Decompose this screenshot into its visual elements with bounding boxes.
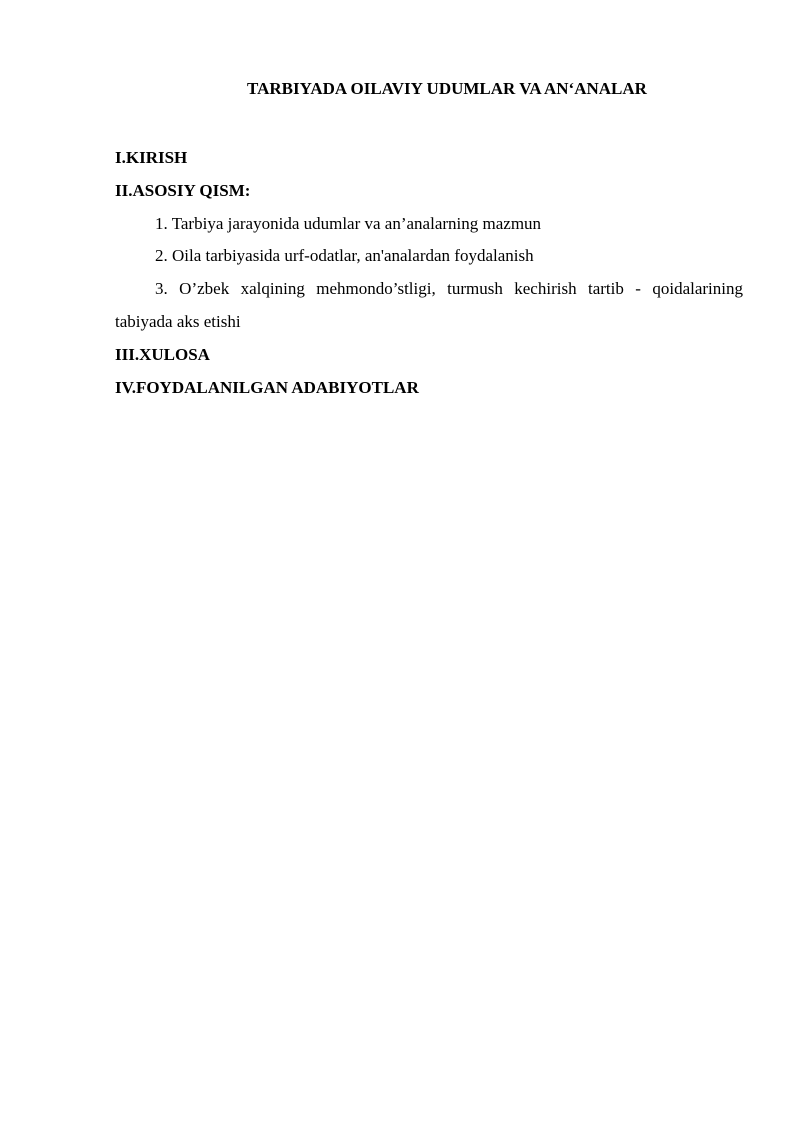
- section-introduction: I.KIRISH: [115, 148, 188, 167]
- document-title: TARBIYADA OILAVIY UDUMLAR VA AN‘ANALAR: [247, 79, 647, 98]
- section-main-part: II.ASOSIY QISM:: [115, 180, 251, 200]
- section-references: IV.FOYDALANILGAN ADABIYOTLAR: [115, 377, 419, 397]
- table-of-contents: [115, 142, 745, 404]
- subsection-item-2: 2. Oila tarbiyasida urf-odatlar, an'analardan foydalanish: [155, 246, 534, 266]
- subsection-item-1: 1. Tarbiya jarayonida udumlar va an’analarning mazmun: [155, 213, 542, 233]
- subsection-item-3: 3. O’zbek xalqining mehmondo’stligi, turmush kechirish tartib - qoidalarining tabiyada aks etishi: [115, 279, 743, 331]
- section-conclusion: III.XULOSA: [115, 344, 210, 364]
